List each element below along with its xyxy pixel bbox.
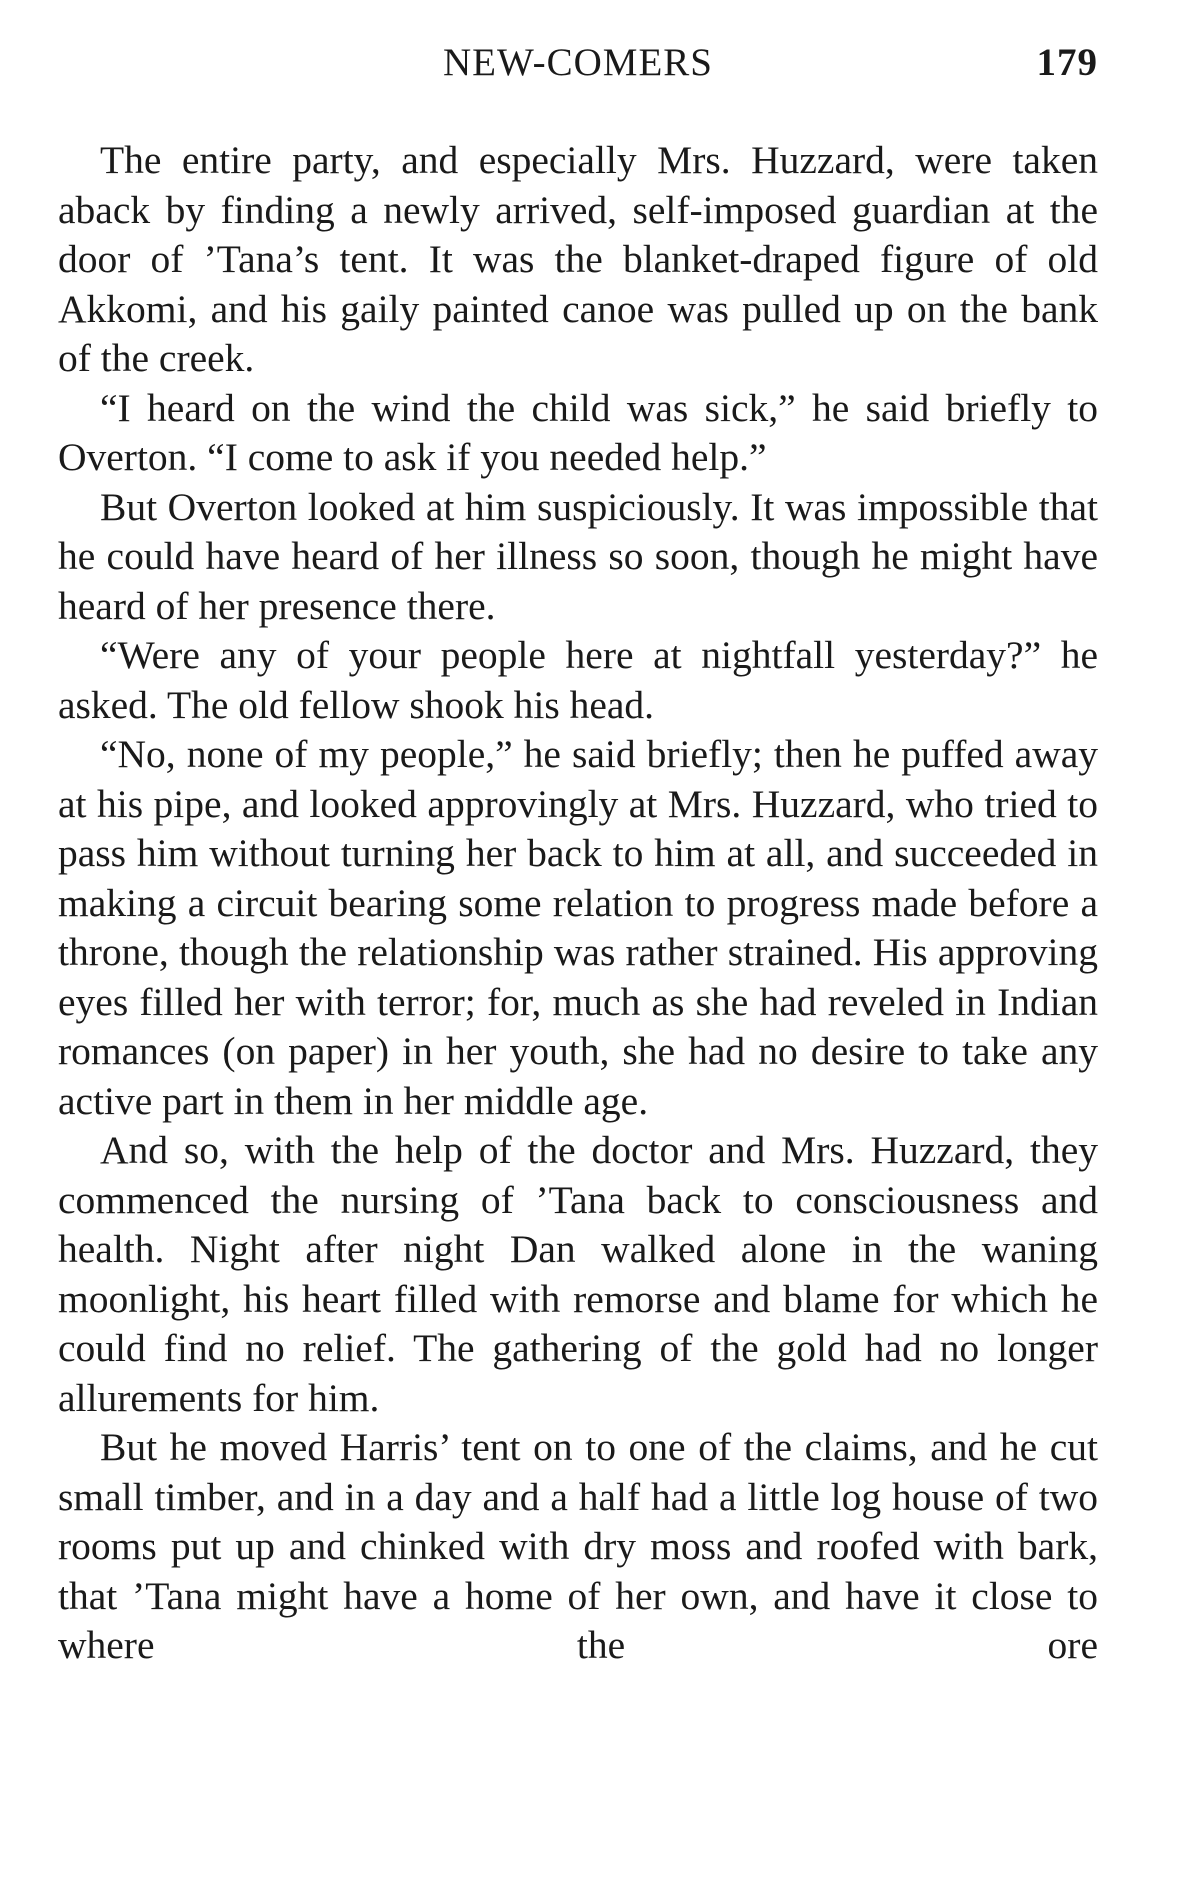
paragraph: “No, none of my people,” he said briefly; then he puffed away at his pipe, and looked approvingly at Mrs. Huzzard, who tried to pass him without turning her back to him at all, and succeeded in making a circuit bearing some relation to progress made before a throne, though the relationship was rather strained. His approving eyes filled her with terror; for, much as she had reveled in Indian romances (on paper) in her youth, she had no desire to take any active part in them in her middle age.: [58, 732, 1098, 1123]
running-header: [58, 36, 1098, 92]
paragraph: And so, with the help of the doctor and Mrs. Huzzard, they commenced the nursing of ’Tana back to consciousness and health. Night after night Dan walked alone in the waning moonlight, his heart filled with remorse and blame for which he could find no relief. The gathering of the gold had no longer allurements for him.: [58, 1128, 1098, 1420]
paragraph: But Overton looked at him suspiciously. It was impossible that he could have heard of her illness so soon, though he might have heard of her presence there.: [58, 484, 1098, 628]
paragraph: “Were any of your people here at nightfall yesterday?” he asked. The old fellow shook his head.: [58, 633, 1098, 727]
book-page: [58, 36, 1098, 1671]
paragraph: But he moved Harris’ tent on to one of the claims, and he cut small timber, and in a day and a half had a little log house of two rooms put up and chinked with dry moss and roofed with bark, that ’Tana might have a home of her own, and have it close to where the ore: [58, 1425, 1098, 1667]
chapter-title: NEW-COMERS: [442, 41, 713, 84]
body-text: [58, 136, 1098, 1671]
paragraph: “I heard on the wind the child was sick,” he said briefly to Overton. “I come to ask if you needed help.”: [58, 385, 1098, 479]
page-number: 179: [1036, 41, 1098, 84]
paragraph: The entire party, and especially Mrs. Huzzard, were taken aback by finding a newly arrived, self-imposed guardian at the door of ’Tana’s tent. It was the blanket-draped figure of old Akkomi, and his gaily painted canoe was pulled up on the bank of the creek.: [58, 138, 1098, 380]
